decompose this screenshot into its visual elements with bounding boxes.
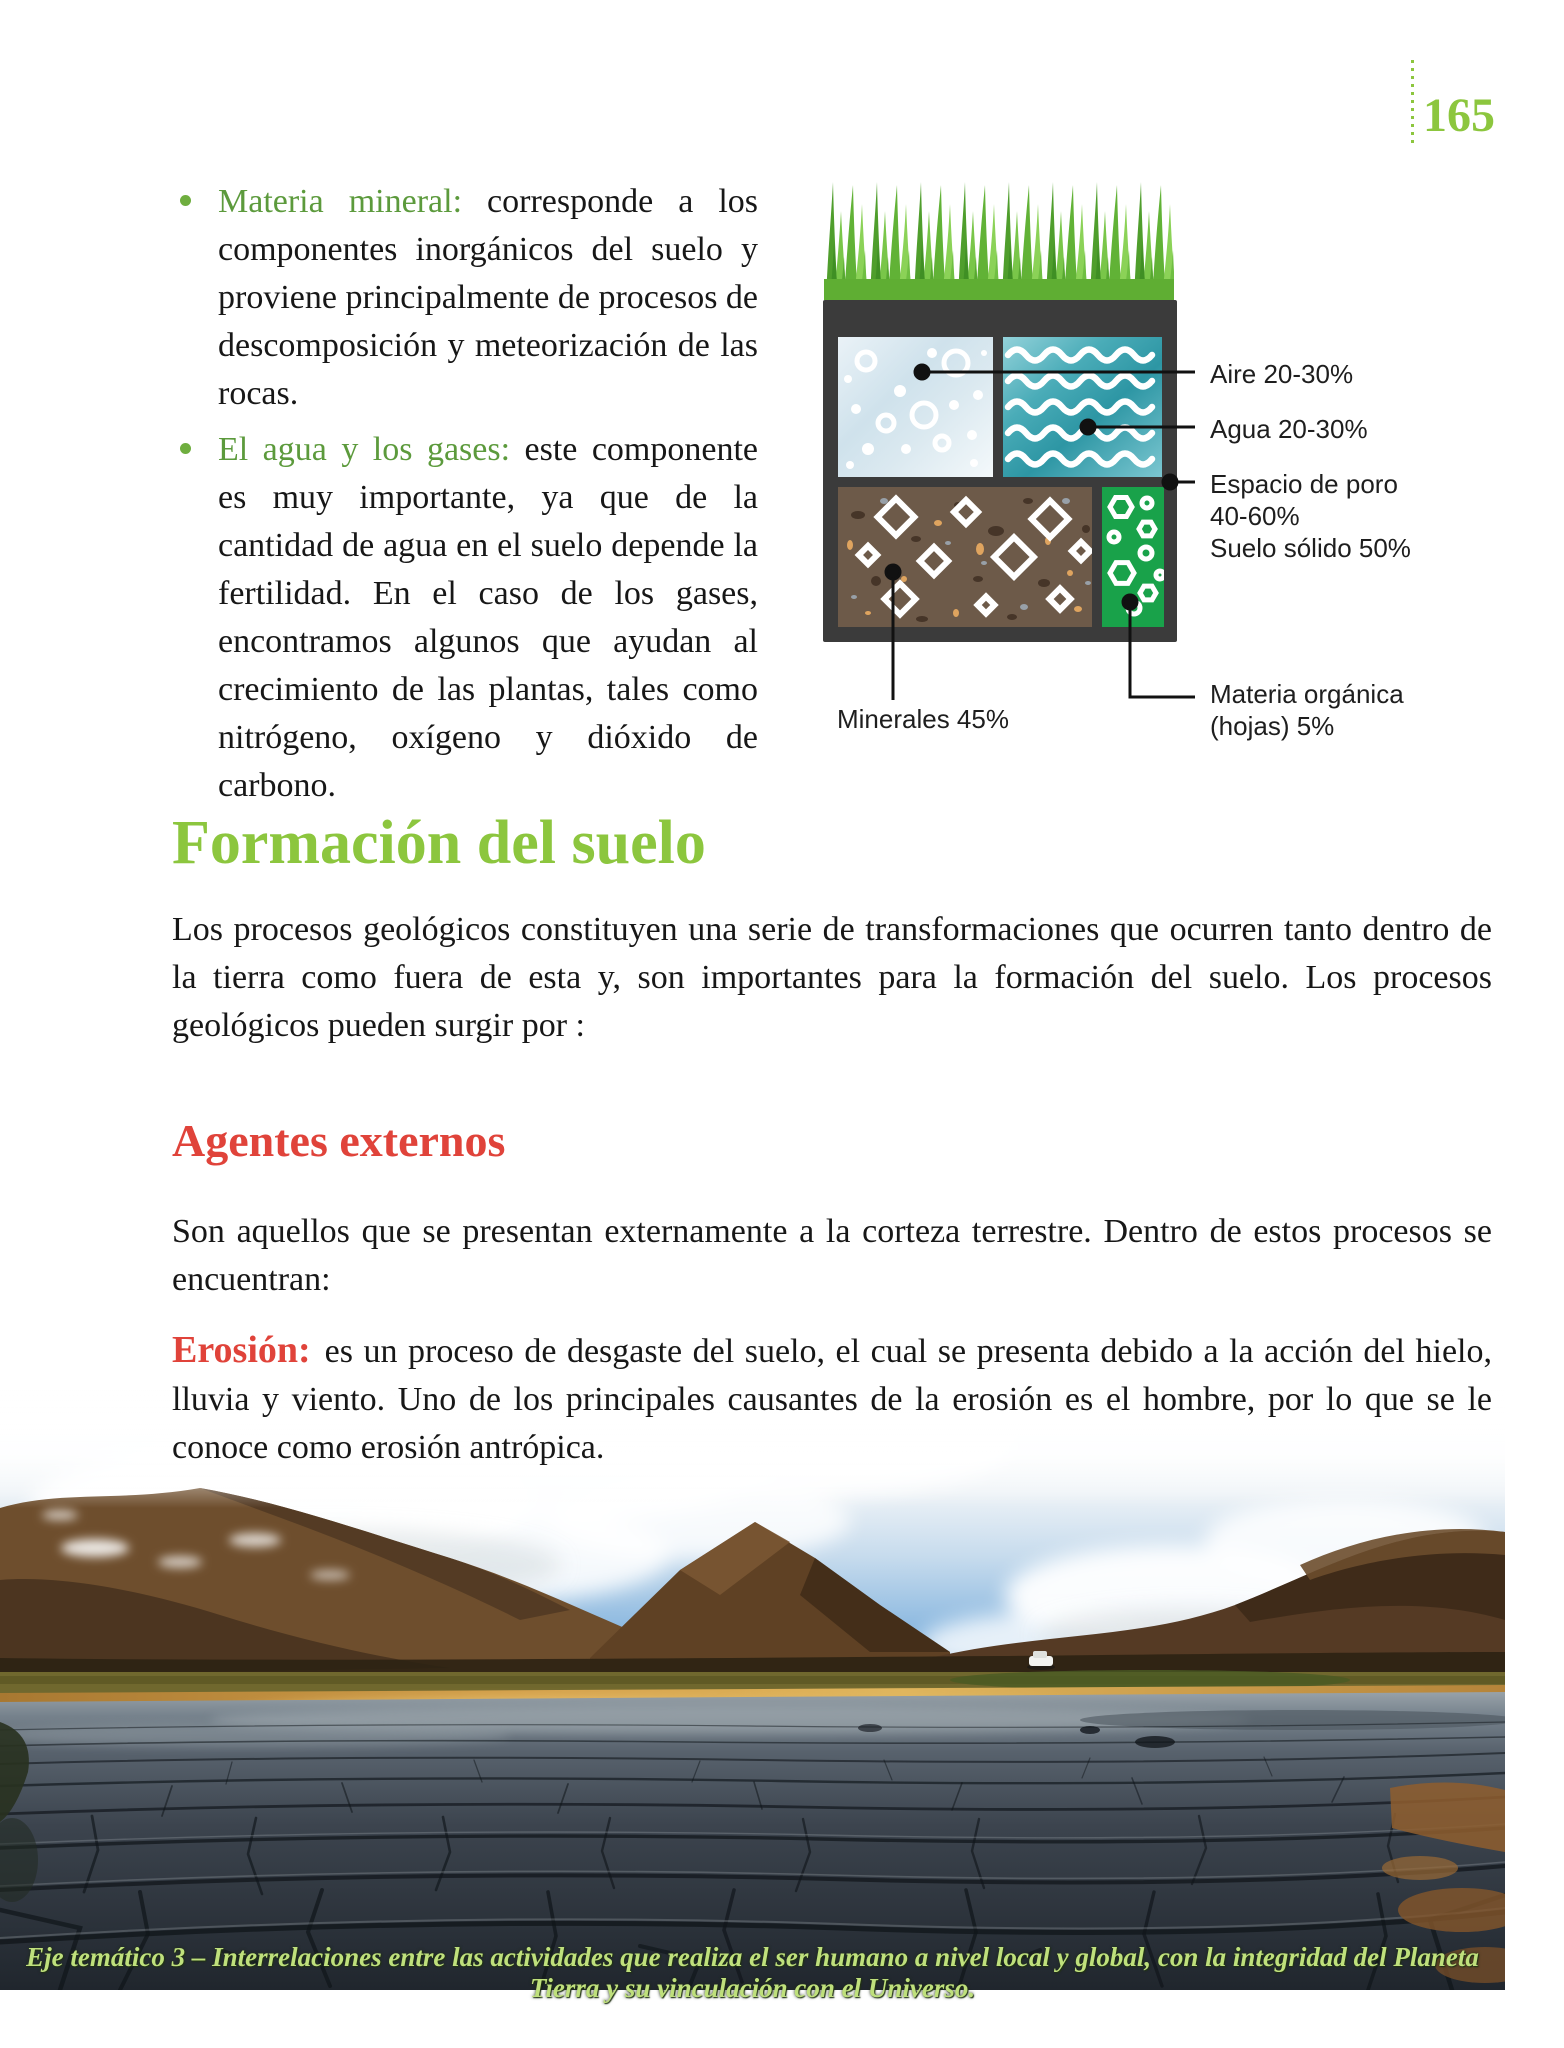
label-line: Suelo sólido 50%: [1210, 533, 1411, 563]
bullet-text: corresponde a los componentes inorgánicos del suelo y proviene principalmente de procesos de descomposición y meteorización de las rocas.: [218, 183, 759, 412]
erosion-lead: Erosión:: [172, 1329, 311, 1371]
bullet-text: este componente es muy importante, ya que de la cantidad de agua en el suelo depende la fertilidad. En el caso de los gases, encontramos algunos que ayudan al crecimiento de las plantas, tales como nitrógeno, oxígeno y dióxido de carbono.: [218, 431, 758, 804]
bullet-item: [172, 178, 758, 418]
label-espacio-poro: [1210, 468, 1411, 564]
label-materia-organica: [1210, 678, 1404, 742]
photo-caption: Eje temático 3 – Interrelaciones entre las actividades que realiza el ser humano a nivel local y global, con la integridad del Planeta Tierra y su vinculación con el Universo.: [26, 1942, 1479, 2003]
dotted-rule: [1411, 60, 1414, 144]
page-number: 165: [1423, 89, 1495, 142]
bullet-item: [172, 426, 758, 810]
bullet-lead: El agua y los gases:: [218, 431, 511, 468]
formacion-paragraph: Los procesos geológicos constituyen una serie de transformaciones que ocurren tanto dentro de la tierra como fuera de esta y, son importantes para la formación del suelo. Los procesos geológicos pueden surgir por :: [172, 911, 1492, 1044]
bullet-lead: Materia mineral:: [218, 183, 463, 220]
erosion-photo-art: [0, 1390, 1505, 1990]
erosion-paragraph: [172, 1326, 1492, 1472]
erosion-photo: [0, 1390, 1505, 2003]
erosion-text: es un proceso de desgaste del suelo, el cual se presenta debido a la acción del hielo, lluvia y viento. Uno de los principales causantes de la erosión es el hombre, por lo que se le conoce como erosión antrópica.: [172, 1333, 1492, 1466]
bullet-dot-icon: [180, 443, 191, 454]
label-line: (hojas) 5%: [1210, 711, 1335, 741]
label-line: 40-60%: [1210, 501, 1300, 531]
component-bullet-list: [172, 178, 758, 818]
soil-composition-diagram: [823, 150, 1463, 750]
label-line: Espacio de poro: [1210, 469, 1398, 499]
section-title-formacion: Formación del suelo: [172, 809, 706, 877]
label-agua: Agua 20-30%: [1210, 414, 1368, 444]
diagram-leader-lines: [823, 150, 1463, 750]
label-minerales: Minerales 45%: [837, 704, 1009, 734]
section-title-agentes: Agentes externos: [172, 1115, 506, 1166]
label-aire: Aire 20-30%: [1210, 359, 1354, 389]
bullet-dot-icon: [180, 195, 191, 206]
label-line: Materia orgánica: [1210, 679, 1404, 709]
agentes-paragraph: Son aquellos que se presentan externamente a la corteza terrestre. Dentro de estos procesos se encuentran:: [172, 1213, 1492, 1298]
